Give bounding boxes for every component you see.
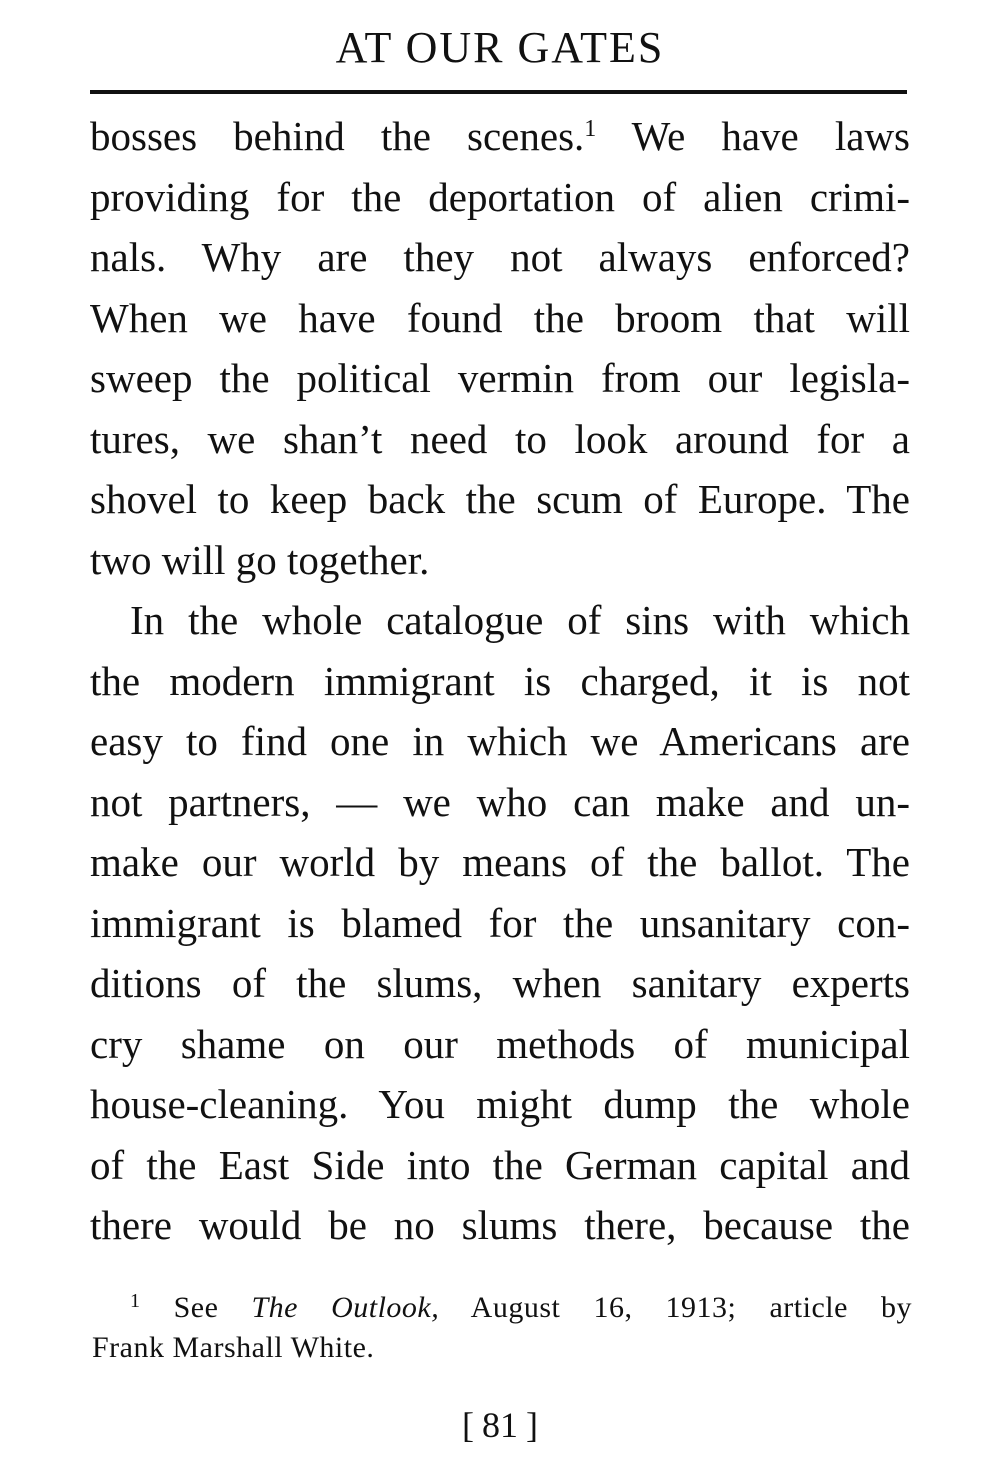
text-line: In the whole catalogue of sins with which — [130, 597, 910, 643]
folio-bracket-close: ] — [526, 1405, 538, 1445]
footnote-line: Frank Marshall White. — [92, 1331, 375, 1364]
running-head: AT OUR GATES — [335, 23, 665, 72]
footnote-line — [92, 1288, 912, 1328]
folio-bracket-open: [ — [462, 1405, 474, 1445]
footnote — [92, 1288, 912, 1368]
text-line: sweep the political vermin from our legisla- — [90, 355, 910, 401]
text-line — [90, 106, 910, 167]
footnote-marker: 1 — [130, 1290, 141, 1312]
text-line: easy to find one in which we Americans are — [90, 718, 910, 764]
text-line: cry shame on our methods of municipal — [90, 1020, 910, 1067]
text-line: make our world by means of the ballot. The — [90, 839, 910, 885]
text-line: When we have found the broom that will — [90, 294, 910, 341]
text-line: the modern immigrant is charged, it is not — [90, 657, 910, 704]
header-rule — [90, 90, 907, 94]
footnote-text: August 16, 1913; article by — [439, 1291, 912, 1324]
folio-number: 81 — [482, 1405, 518, 1445]
page-number — [0, 1400, 1000, 1450]
text-segment: We have laws — [596, 113, 910, 159]
body-text — [90, 106, 910, 1256]
text-segment: bosses behind the scenes. — [90, 113, 585, 159]
text-line: shovel to keep back the scum of Europe. The — [90, 476, 910, 522]
text-line: two will go together. — [90, 536, 430, 583]
text-line: immigrant is blamed for the unsanitary con- — [90, 899, 910, 946]
journal-title: The Outlook, — [251, 1291, 440, 1324]
footnote-reference: 1 — [584, 116, 597, 142]
text-line: of the East Side into the German capital and — [90, 1141, 910, 1188]
text-line: house-cleaning. You might dump the whole — [90, 1081, 910, 1127]
text-line: providing for the deportation of alien crimi- — [90, 173, 910, 220]
text-line: not partners, — we who can make and un- — [90, 778, 910, 825]
text-line: ditions of the slums, when sanitary experts — [90, 960, 910, 1006]
text-line: tures, we shan’t need to look around for a — [90, 415, 910, 462]
footnote-text: See — [140, 1291, 252, 1324]
text-line: nals. Why are they not always enforced? — [90, 234, 910, 280]
text-line: there would be no slums there, because the — [90, 1202, 910, 1248]
